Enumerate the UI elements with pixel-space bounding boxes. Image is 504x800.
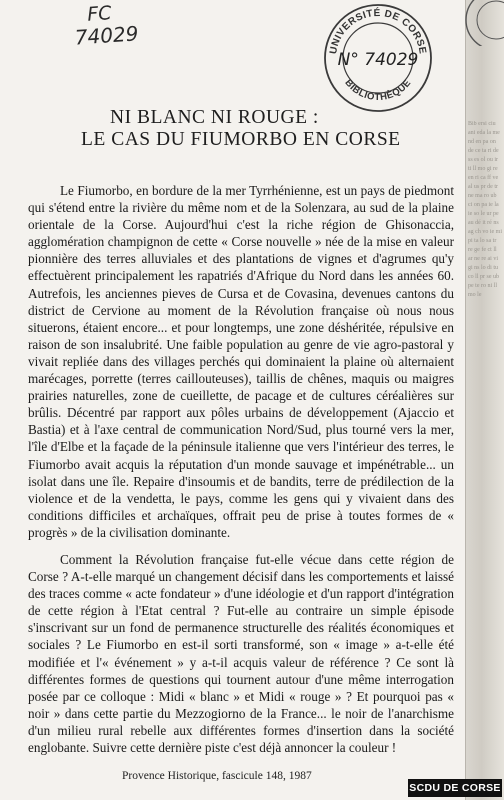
title-line-1: NI BLANC NI ROUGE : (110, 107, 319, 128)
handwritten-line-1: FC (86, 2, 113, 26)
university-library-stamp (322, 2, 434, 114)
svg-text:UNIVERSITÉ DE CORSE (328, 6, 428, 55)
bleed-through-text: Bib ersi ciu ani eda la me nd en pa on de ce ta ri de ss es ol ou ir ti ll mo gi re en ri ca ff ve al us pr de tr ne ma ro ub ci on pa ie la ie so le ur pe au dé it ré ns ag ch vo ie mi pi ta lo sa tr re ge fe ct ll ar ne re ai vi gi ns lo di tu co ll pr se ub pe te ro ni ll mo le (468, 121, 502, 298)
paragraph-1: Le Fiumorbo, en bordure de la mer Tyrrhénienne, est un pays de piedmont qui s'étend entre la rivière du même nom et de la Solenzara, au sud de la plaine orientale de la Corse. Aujourd'hui c'est la riche région de Ghisonaccia, agglomération champignon de cette « Corse nouvelle » née de la mise en valeur pionnière des terres alluviales et des plantations de vignes et d'agrumes qu'y effectuèrent principalement les rapatriés d'Afrique du Nord dans les années 60. Autrefois, les anciennes pieves de Cursa et de Covasina, devenues cantons du district de Cervione au moment de la Révolution française où nous nous situerons, étaient encore... et pour longtemps, une zone déshéritée, répulsive en raison de son insalubrité. Une faible population au genre de vie agro-pastoral y vivait repliée dans des villages perchés qui dominaient la plaine où alternaient marécages, porrette (terres caillouteuses), taillis de chênes, maquis ou maigres prairies naturelles, zone de cueillette, de pacage et de cultures céréalières sur brûlis. Décentré par rapport aux pôles urbains de développement (Ajaccio et Bastia) et à l'axe central de communication Nord/Sud, plus tourné vers la mer, l'île d'Elbe et la façade de la péninsule italienne que vers l'intérieur des terres, le Fiumorbo avait acquis la réputation d'un monde sauvage et impénétrable... un isolat dans une île. Repaire d'insoumis et de bandits, terre de prédilection de la violence et de la vendetta, le pays, comme les gens qui y vivaient dans des conditions difficiles et archaïques, offrait peu de prise à toutes formes de « progrès » de la civilisation dominante. (28, 183, 454, 540)
second-stamp-fragment (458, 0, 504, 46)
publication-footer: Provence Historique, fascicule 148, 1987 (122, 770, 312, 782)
stamp-ring-bottom-text: BIBLIOTHÈQUE (342, 77, 414, 104)
svg-text:BIBLIOTHÈQUE (342, 77, 413, 103)
article-body (28, 182, 454, 756)
scanner-label: SCDU DE CORSE (408, 779, 502, 797)
article-title (81, 107, 410, 151)
title-line-2: LE CAS DU FIUMORBO EN CORSE (81, 129, 401, 150)
adjacent-page-edge (465, 0, 504, 800)
paragraph-2: Comment la Révolution française fut-elle vécue dans cette région de Corse ? A-t-elle marqué un changement décisif dans les comportements et laissé des traces comme « acte fondateur » d'une idéologie et d'un rapport d'intégration de cette région à l'Etat central ? Fut-elle au contraire un simple épisode s'inscrivant sur un fond de permanence structurelle des réalités économiques et sociales ? Le Fiumorbo en est-il sorti transformé, son « image » a-t-elle été modifiée et l'« événement » y a-t-il acquis valeur de référence ? Ce sont là différentes formes de questions qui tournent autour d'une même interrogation posée par ce colloque : Midi « blanc » et Midi « rouge » ? Et pourquoi pas « noir » dans cette partie du Mezzogiorno de la France... le noir de l'anarchisme d'un milieu rural rebelle aux différentes formes d'insertion dans la société englobante. Suivre cette dernière piste c'est déjà annoncer la couleur ! (28, 551, 454, 755)
handwritten-shelfmark (74, 0, 140, 50)
stamp-ring-top-text: UNIVERSITÉ DE CORSE (328, 7, 428, 55)
stamp-center-number: N° 74029 (337, 50, 419, 70)
handwritten-line-2: 74029 (74, 21, 140, 50)
